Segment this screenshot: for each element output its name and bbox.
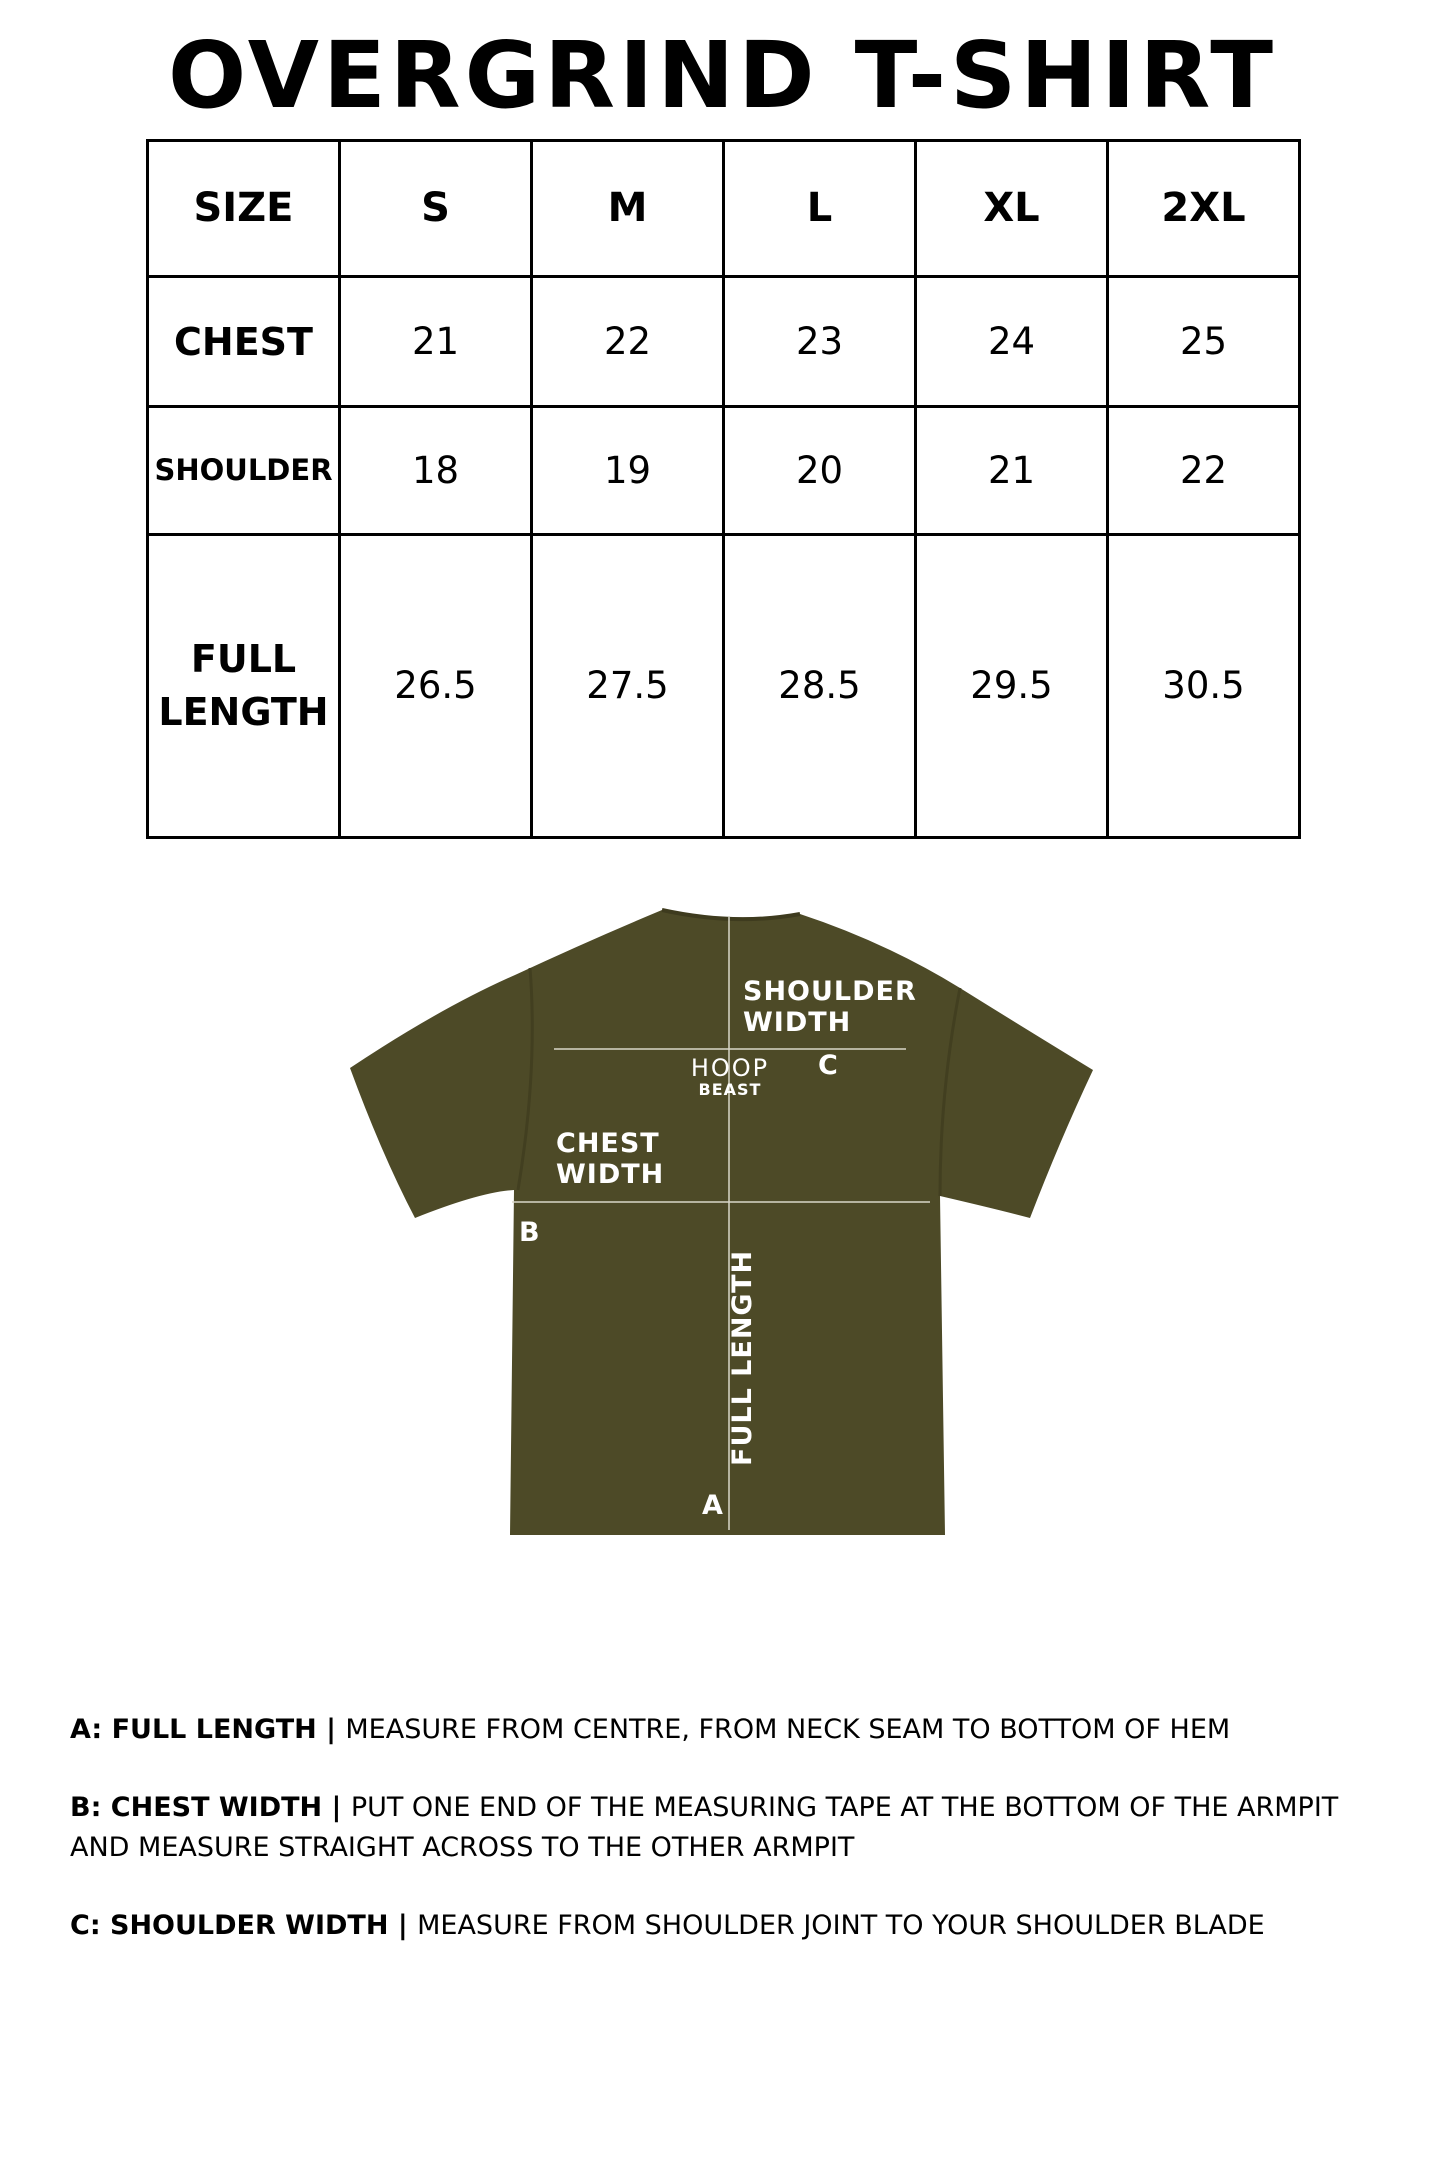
row-label-chest: CHEST <box>148 276 340 406</box>
header-xl: XL <box>916 141 1108 277</box>
chest-width-label-line1: CHEST <box>556 1128 660 1159</box>
note-shoulder-width-key: C: SHOULDER WIDTH | <box>70 1910 418 1941</box>
cell-shoulder-2xl: 22 <box>1108 407 1300 535</box>
header-s: S <box>340 141 532 277</box>
shoulder-width-label <box>743 976 917 1038</box>
table-header-row <box>148 141 1300 277</box>
row-label-full-length <box>148 534 340 837</box>
chest-width-label-line2: WIDTH <box>556 1159 665 1190</box>
table-row-full-length <box>148 534 1300 837</box>
marker-b: B <box>519 1217 541 1248</box>
brand-logo-line1: HOOP <box>690 1054 770 1082</box>
cell-chest-m: 22 <box>532 276 724 406</box>
cell-shoulder-l: 20 <box>724 407 916 535</box>
shoulder-width-label-line1: SHOULDER <box>743 976 917 1007</box>
marker-a: A <box>702 1490 724 1521</box>
header-l: L <box>724 141 916 277</box>
cell-shoulder-m: 19 <box>532 407 724 535</box>
marker-c: C <box>818 1050 839 1081</box>
note-full-length <box>70 1710 1390 1750</box>
row-label-full-length-line1: FULL <box>190 636 297 681</box>
full-length-label: FULL LENGTH <box>727 1249 758 1466</box>
note-chest-width-text: PUT ONE END OF THE MEASURING TAPE AT THE BOTTOM OF THE ARMPIT AND MEASURE STRAIGHT ACROSS TO THE OTHER ARMPIT <box>70 1792 1339 1863</box>
cell-chest-l: 23 <box>724 276 916 406</box>
note-full-length-text: MEASURE FROM CENTRE, FROM NECK SEAM TO BOTTOM OF HEM <box>345 1714 1231 1745</box>
cell-chest-s: 21 <box>340 276 532 406</box>
table-row-chest <box>148 276 1300 406</box>
header-size: SIZE <box>148 141 340 277</box>
tshirt-diagram <box>340 900 1110 1550</box>
cell-length-l: 28.5 <box>724 534 916 837</box>
cell-length-2xl: 30.5 <box>1108 534 1300 837</box>
note-shoulder-width-text: MEASURE FROM SHOULDER JOINT TO YOUR SHOULDER BLADE <box>417 1910 1265 1941</box>
brand-logo <box>670 1055 790 1099</box>
size-chart-table <box>146 139 1301 839</box>
chest-width-label <box>556 1128 664 1190</box>
tshirt-shape <box>350 910 1093 1535</box>
row-label-full-length-line2: LENGTH <box>158 689 329 734</box>
cell-chest-xl: 24 <box>916 276 1108 406</box>
note-chest-width-key: B: CHEST WIDTH | <box>70 1792 351 1823</box>
cell-length-xl: 29.5 <box>916 534 1108 837</box>
header-2xl: 2XL <box>1108 141 1300 277</box>
cell-shoulder-s: 18 <box>340 407 532 535</box>
tshirt-illustration <box>340 900 1110 1550</box>
cell-chest-2xl: 25 <box>1108 276 1300 406</box>
note-chest-width <box>70 1788 1390 1868</box>
row-label-shoulder: SHOULDER <box>148 407 340 535</box>
note-shoulder-width <box>70 1906 1390 1946</box>
shoulder-width-label-line2: WIDTH <box>743 1007 852 1038</box>
header-m: M <box>532 141 724 277</box>
cell-length-m: 27.5 <box>532 534 724 837</box>
cell-shoulder-xl: 21 <box>916 407 1108 535</box>
measurement-notes <box>70 1710 1390 1984</box>
brand-logo-line2: BEAST <box>698 1080 762 1099</box>
table-row-shoulder <box>148 407 1300 535</box>
page-title: OVERGRIND T-SHIRT <box>168 22 1277 129</box>
note-full-length-key: A: FULL LENGTH | <box>70 1714 346 1745</box>
cell-length-s: 26.5 <box>340 534 532 837</box>
